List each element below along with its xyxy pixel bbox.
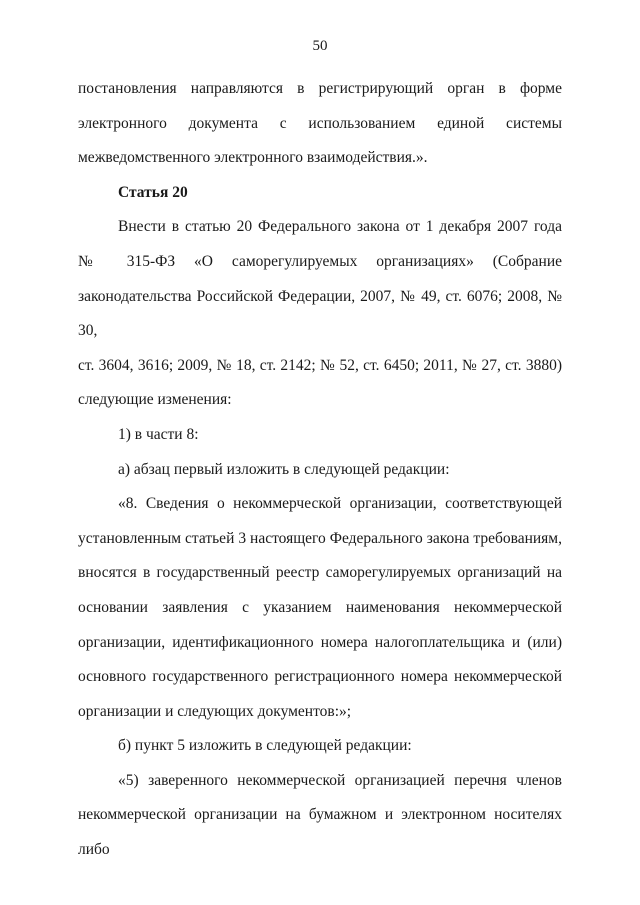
text-line: межведомственного электронного взаимодействия.». bbox=[78, 149, 428, 167]
text-line: вносятся в государственный реестр саморегулируемых организаций на bbox=[78, 564, 562, 582]
text-line: «8. Сведения о некоммерческой организации, соответствующей bbox=[118, 495, 562, 513]
text-line: законодательства Российской Федерации, 2007, № 49, ст. 6076; 2008, № 30, bbox=[78, 287, 562, 340]
paragraph-subitem-a: а) абзац первый изложить в следующей редакции: bbox=[118, 460, 450, 478]
text-line: организации, идентификационного номера налогоплательщика и (или) bbox=[78, 633, 562, 651]
document-body bbox=[78, 72, 562, 868]
paragraph-quoted-item-5 bbox=[78, 764, 562, 868]
text-line: электронного документа с использованием единой системы bbox=[78, 114, 562, 132]
page-number: 50 bbox=[312, 38, 328, 54]
text-line: установленным статьей 3 настоящего Федерального закона требованиям, bbox=[78, 529, 562, 547]
text-line: организации и следующих документов:»; bbox=[78, 702, 352, 720]
paragraph-subitem-b: б) пункт 5 изложить в следующей редакции: bbox=[118, 737, 412, 755]
paragraph-article-intro bbox=[78, 210, 562, 418]
paragraph-continuation bbox=[78, 72, 562, 176]
text-line: Внести в статью 20 Федерального закона от 1 декабря 2007 года bbox=[118, 218, 562, 236]
text-line: постановления направляются в регистрирующий орган в форме bbox=[78, 80, 562, 97]
text-line: № 315-ФЗ «О саморегулируемых организациях» (Собрание bbox=[78, 252, 562, 270]
text-line: «5) заверенного некоммерческой организацией перечня членов bbox=[118, 771, 562, 789]
paragraph-part-8: 1) в части 8: bbox=[118, 425, 199, 443]
text-line: основного государственного регистрационного номера некоммерческой bbox=[78, 668, 562, 686]
article-heading: Статья 20 bbox=[118, 183, 188, 201]
text-line: следующие изменения: bbox=[78, 391, 232, 409]
text-line: некоммерческой организации на бумажном и электронном носителях либо bbox=[78, 806, 562, 859]
text-line: основании заявления с указанием наименования некоммерческой bbox=[78, 598, 562, 616]
text-line: ст. 3604, 3616; 2009, № 18, ст. 2142; № 52, ст. 6450; 2011, № 27, ст. 3880) bbox=[78, 356, 562, 374]
paragraph-quoted-part-8 bbox=[78, 487, 562, 729]
